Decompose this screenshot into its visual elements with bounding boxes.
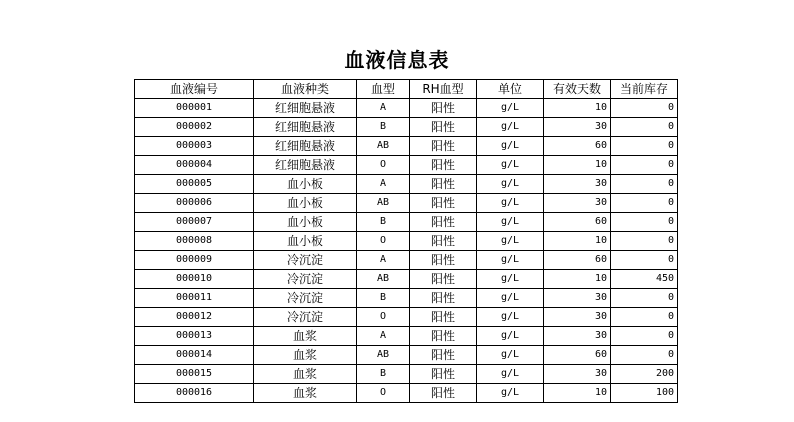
cell-unit: g/L [477,194,544,213]
cell-rh-type: 阳性 [410,232,477,251]
header-blood-group: 血型 [357,80,410,99]
cell-valid-days: 10 [544,156,611,175]
cell-blood-id: 000011 [135,289,254,308]
cell-blood-kind: 红细胞悬液 [254,118,357,137]
cell-blood-id: 000001 [135,99,254,118]
cell-current-stock: 0 [611,213,678,232]
header-current-stock: 当前库存 [611,80,678,99]
cell-valid-days: 10 [544,232,611,251]
cell-blood-group: O [357,384,410,403]
table-row [135,156,678,175]
cell-valid-days: 60 [544,137,611,156]
cell-blood-kind: 红细胞悬液 [254,99,357,118]
cell-blood-group: A [357,99,410,118]
cell-unit: g/L [477,327,544,346]
cell-blood-group: O [357,156,410,175]
cell-unit: g/L [477,118,544,137]
cell-unit: g/L [477,99,544,118]
cell-blood-kind: 冷沉淀 [254,289,357,308]
cell-blood-id: 000013 [135,327,254,346]
table-row [135,289,678,308]
cell-valid-days: 10 [544,270,611,289]
table-row [135,99,678,118]
cell-current-stock: 0 [611,156,678,175]
cell-blood-kind: 红细胞悬液 [254,156,357,175]
cell-valid-days: 30 [544,118,611,137]
cell-current-stock: 0 [611,137,678,156]
cell-unit: g/L [477,384,544,403]
cell-unit: g/L [477,251,544,270]
cell-blood-kind: 血小板 [254,213,357,232]
cell-rh-type: 阳性 [410,137,477,156]
cell-unit: g/L [477,213,544,232]
cell-valid-days: 10 [544,384,611,403]
cell-rh-type: 阳性 [410,346,477,365]
blood-info-table [134,79,678,403]
cell-current-stock: 0 [611,289,678,308]
cell-unit: g/L [477,175,544,194]
header-valid-days: 有效天数 [544,80,611,99]
cell-rh-type: 阳性 [410,118,477,137]
cell-unit: g/L [477,365,544,384]
cell-valid-days: 30 [544,175,611,194]
table-row [135,232,678,251]
cell-current-stock: 0 [611,194,678,213]
table-row [135,384,678,403]
cell-blood-group: A [357,327,410,346]
table-row [135,194,678,213]
cell-blood-kind: 血浆 [254,346,357,365]
cell-blood-group: A [357,251,410,270]
cell-unit: g/L [477,308,544,327]
cell-rh-type: 阳性 [410,327,477,346]
cell-valid-days: 30 [544,194,611,213]
cell-unit: g/L [477,156,544,175]
cell-rh-type: 阳性 [410,308,477,327]
header-blood-type-kind: 血液种类 [254,80,357,99]
cell-blood-group: O [357,232,410,251]
cell-valid-days: 30 [544,327,611,346]
cell-blood-kind: 血小板 [254,232,357,251]
table-row [135,308,678,327]
cell-rh-type: 阳性 [410,99,477,118]
cell-rh-type: 阳性 [410,175,477,194]
cell-rh-type: 阳性 [410,156,477,175]
cell-blood-id: 000012 [135,308,254,327]
cell-blood-id: 000015 [135,365,254,384]
table-body [135,99,678,403]
cell-blood-group: A [357,175,410,194]
cell-blood-id: 000002 [135,118,254,137]
cell-rh-type: 阳性 [410,213,477,232]
cell-blood-kind: 血浆 [254,327,357,346]
cell-rh-type: 阳性 [410,194,477,213]
cell-blood-kind: 血小板 [254,175,357,194]
cell-unit: g/L [477,346,544,365]
cell-blood-id: 000005 [135,175,254,194]
cell-blood-group: AB [357,346,410,365]
cell-blood-id: 000009 [135,251,254,270]
cell-valid-days: 30 [544,308,611,327]
cell-valid-days: 10 [544,99,611,118]
table-row [135,175,678,194]
cell-current-stock: 450 [611,270,678,289]
cell-blood-kind: 血浆 [254,384,357,403]
table-row [135,270,678,289]
table-row [135,118,678,137]
cell-blood-group: B [357,213,410,232]
cell-blood-id: 000008 [135,232,254,251]
cell-blood-id: 000014 [135,346,254,365]
header-rh-type: RH血型 [410,80,477,99]
cell-rh-type: 阳性 [410,251,477,270]
header-row [135,80,678,99]
cell-blood-group: AB [357,194,410,213]
cell-current-stock: 0 [611,346,678,365]
cell-blood-id: 000006 [135,194,254,213]
cell-blood-id: 000004 [135,156,254,175]
cell-blood-kind: 血小板 [254,194,357,213]
cell-blood-group: AB [357,137,410,156]
cell-blood-group: B [357,118,410,137]
header-unit: 单位 [477,80,544,99]
cell-blood-group: O [357,308,410,327]
cell-rh-type: 阳性 [410,289,477,308]
cell-unit: g/L [477,270,544,289]
cell-unit: g/L [477,137,544,156]
table-row [135,137,678,156]
table-row [135,213,678,232]
cell-valid-days: 30 [544,289,611,308]
cell-blood-kind: 冷沉淀 [254,308,357,327]
cell-blood-id: 000010 [135,270,254,289]
table-row [135,346,678,365]
cell-unit: g/L [477,232,544,251]
page-title: 血液信息表 [344,48,450,72]
cell-current-stock: 0 [611,175,678,194]
cell-blood-group: B [357,289,410,308]
cell-blood-kind: 红细胞悬液 [254,137,357,156]
cell-rh-type: 阳性 [410,384,477,403]
cell-valid-days: 60 [544,251,611,270]
cell-blood-id: 000016 [135,384,254,403]
cell-valid-days: 30 [544,365,611,384]
cell-valid-days: 60 [544,346,611,365]
cell-blood-kind: 冷沉淀 [254,270,357,289]
table-row [135,365,678,384]
header-blood-id: 血液编号 [135,80,254,99]
cell-rh-type: 阳性 [410,365,477,384]
cell-blood-id: 000007 [135,213,254,232]
cell-blood-group: B [357,365,410,384]
cell-blood-group: AB [357,270,410,289]
cell-current-stock: 100 [611,384,678,403]
cell-blood-id: 000003 [135,137,254,156]
cell-current-stock: 0 [611,118,678,137]
cell-blood-kind: 冷沉淀 [254,251,357,270]
cell-current-stock: 0 [611,99,678,118]
cell-current-stock: 200 [611,365,678,384]
cell-current-stock: 0 [611,308,678,327]
cell-blood-kind: 血浆 [254,365,357,384]
cell-current-stock: 0 [611,232,678,251]
table-row [135,327,678,346]
cell-current-stock: 0 [611,251,678,270]
table-row [135,251,678,270]
cell-current-stock: 0 [611,327,678,346]
cell-unit: g/L [477,289,544,308]
cell-valid-days: 60 [544,213,611,232]
cell-rh-type: 阳性 [410,270,477,289]
